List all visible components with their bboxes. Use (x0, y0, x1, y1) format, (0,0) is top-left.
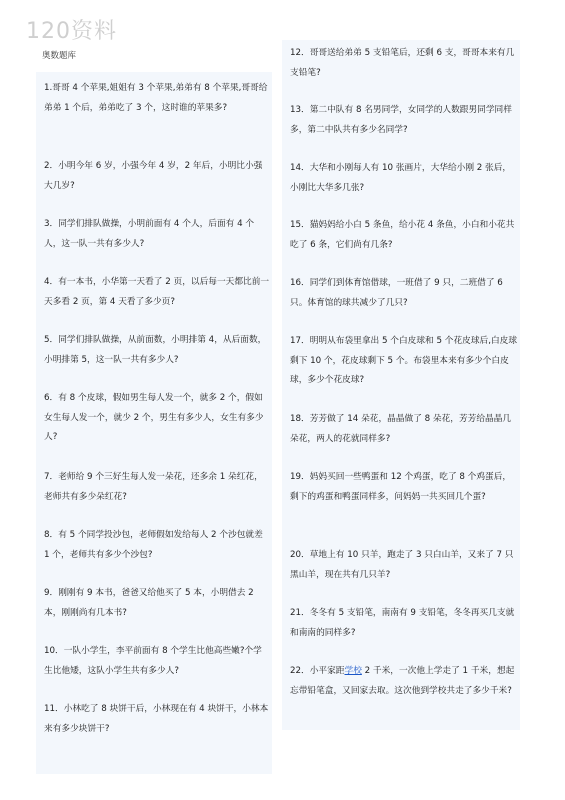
question-14: 14．大华和小刚每人有 10 张画片，大华给小刚 2 张后，小刚比大华多几张? (290, 163, 512, 193)
question-22-text-end: 2 千米，一次他上学走了 1 千米，想起忘带铅笔盒，又回家去取。这次他到学校共走了多少千米? (290, 666, 515, 696)
question-15: 15．猫妈妈给小白 5 条鱼，给小花 4 条鱼，小白和小花共吃了 6 条，它们尚有几条? (290, 220, 515, 250)
question-9: 9．刚刚有 9 本书，爸爸又给他买了 5 本，小明借去 2 本，刚刚尚有几本书? (44, 588, 254, 618)
question-21: 21．冬冬有 5 支铅笔，南南有 9 支铅笔，冬冬再买几支就和南南的同样多? (290, 608, 515, 638)
question-5: 5．同学们排队做操，从前面数，小明排第 4，从后面数，小明排第 5，这一队一共有多少人? (44, 335, 267, 365)
question-3: 3．同学们排队做操，小明前面有 4 个人，后面有 4 个人，这一队一共有多少人? (44, 219, 255, 249)
question-8: 8．有 5 个同学投沙包，老师假如发给每人 2 个沙包就差 1 个，老师共有多少个沙包? (44, 530, 263, 560)
question-2: 2．小明今年 6 岁，小强今年 4 岁，2 年后，小明比小强大几岁? (44, 161, 263, 191)
question-7: 7．老师给 9 个三好生每人发一朵花，还多余 1 朵红花，老师共有多少朵红花? (44, 472, 263, 502)
question-16: 16．同学们到体育馆借球，一班借了 9 只，二班借了 6 只。体育馆的球共减少了几只? (290, 278, 503, 308)
question-20: 20．草地上有 10 只羊，跑走了 3 只白山羊，又来了 7 只黑山羊，现在共有几只羊? (290, 550, 514, 580)
school-link[interactable]: 学校 (344, 666, 362, 676)
question-22 (290, 662, 518, 701)
question-17: 17．明明从布袋里拿出 5 个白皮球和 5 个花皮球后,白皮球剩下 10 个，花皮球剩下 5 个。布袋里本来有多少个白皮球，多少个花皮球? (290, 336, 518, 386)
question-6: 6．有 8 个皮球，假如男生每人发一个，就多 2 个，假如女生每人发一个，就少 2 个，男生有多少人，女生有多少人? (44, 393, 264, 443)
question-10: 10．一队小学生，李平前面有 8 个学生比他高些嫩?个学生比他矮，这队小学生共有多少人? (44, 646, 262, 676)
question-4: 4．有一本书，小华第一天看了 2 页，以后每一天都比前一天多看 2 页，第 4 天看了多少页? (44, 277, 270, 307)
question-12: 12．哥哥送给弟弟 5 支铅笔后，还剩 6 支，哥哥本来有几支铅笔? (290, 48, 515, 78)
watermark-logo: 120资料 (26, 19, 117, 44)
question-1: 1.哥哥 4 个苹果,姐姐有 3 个苹果,弟弟有 8 个苹果,哥哥给弟弟 1 个后，弟弟吃了 3 个，这时谁的苹果多? (44, 83, 268, 113)
question-13: 13．第二中队有 8 名男同学，女同学的人数跟男同学同样多，第二中队共有多少名同学? (290, 105, 512, 135)
question-11: 11．小林吃了 8 块饼干后，小林现在有 4 块饼干，小林本来有多少块饼干? (44, 704, 269, 734)
question-22-text-start: 22．小平家距 (290, 666, 345, 676)
question-18: 18．芳芳做了 14 朵花，晶晶做了 8 朵花，芳芳给晶晶几朵花，两人的花就同样多? (290, 414, 512, 444)
page-title: 奥数题库 (42, 51, 77, 61)
question-19: 19．妈妈买回一些鸭蛋和 12 个鸡蛋，吃了 8 个鸡蛋后，剩下的鸡蛋和鸭蛋同样多，问妈妈一共买回几个蛋? (290, 472, 512, 502)
